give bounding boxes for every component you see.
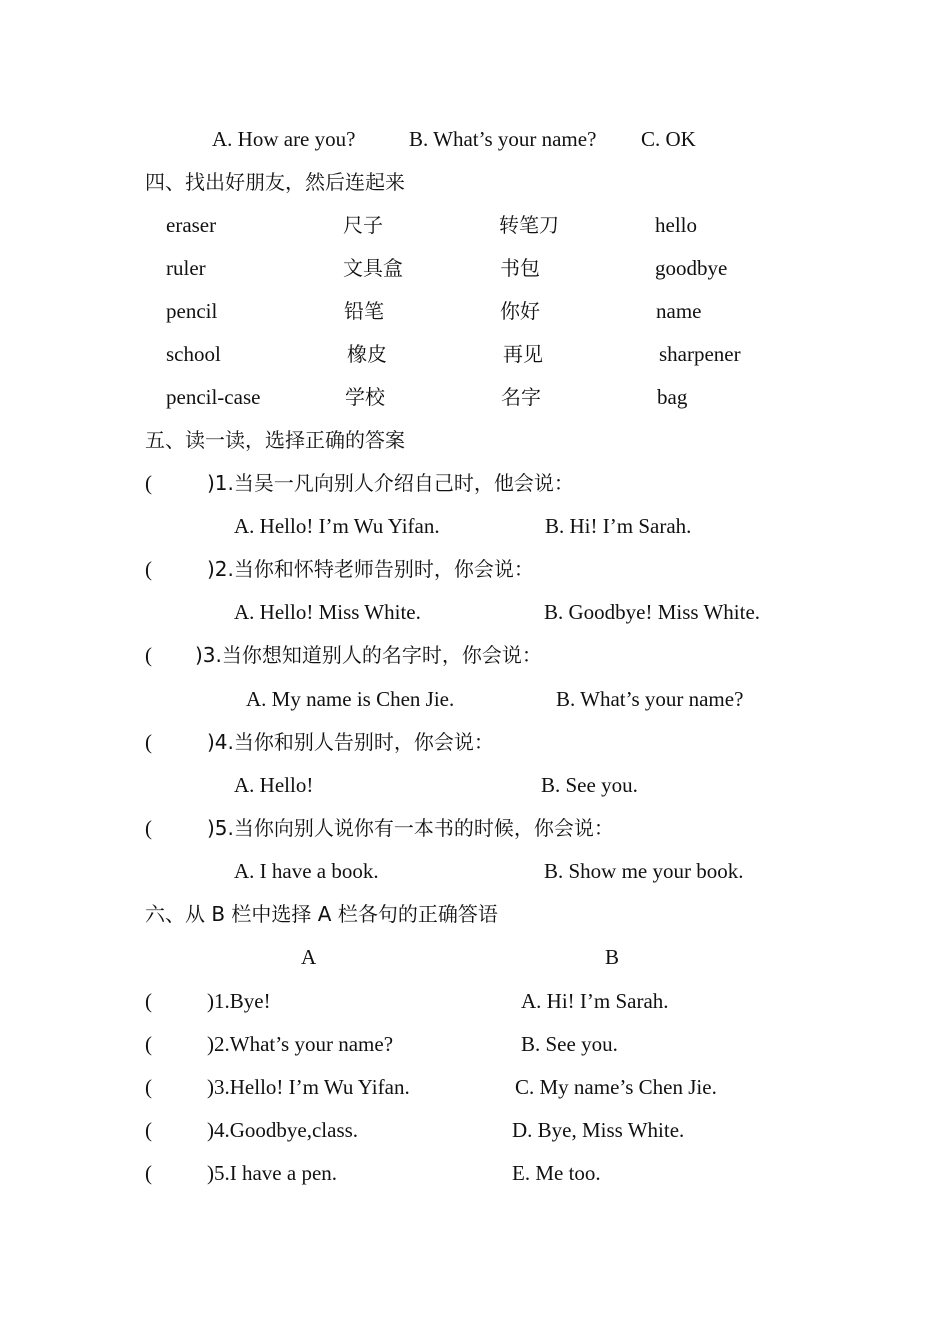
question-text: )5.当你向别人说你有一本书的时候，你会说： [207, 816, 614, 840]
word-en: school [166, 342, 221, 366]
answer-paren: ( [145, 471, 152, 495]
option-c: C. OK [641, 127, 696, 151]
answer-paren: ( [145, 557, 152, 581]
word-en: pencil [166, 299, 218, 323]
column-a-header: A [301, 945, 317, 969]
word-en: pencil-case [166, 385, 261, 409]
choice-a: A. My name is Chen Jie. [246, 687, 455, 711]
word-en: ruler [166, 256, 206, 280]
column-b-item: A. Hi! I’m Sarah. [521, 989, 669, 1013]
column-b-header: B [605, 945, 620, 969]
choice-b: B. See you. [541, 773, 638, 797]
choice-a: A. Hello! I’m Wu Yifan. [234, 514, 440, 538]
choice-b: B. Goodbye! Miss White. [544, 600, 761, 624]
section4-title: 四、找出好朋友，然后连起来 [145, 170, 405, 194]
word-cn: 转笔刀 [499, 213, 559, 237]
section5-title: 五、读一读，选择正确的答案 [145, 428, 405, 452]
column-a-item: )4.Goodbye,class. [207, 1118, 359, 1142]
word-en: bag [657, 385, 688, 409]
word-cn: 文具盒 [343, 256, 403, 280]
answer-paren: ( [145, 816, 152, 840]
word-cn: 学校 [345, 385, 385, 409]
word-en: sharpener [659, 342, 741, 366]
section6-title: 六、从 B 栏中选择 A 栏各句的正确答语 [145, 902, 498, 926]
word-en: goodbye [655, 256, 728, 280]
question-text: )1.当吴一凡向别人介绍自己时，他会说： [207, 471, 574, 495]
column-a-item: )1.Bye! [207, 989, 271, 1013]
column-b-item: C. My name’s Chen Jie. [515, 1075, 717, 1099]
column-b-item: D. Bye, Miss White. [512, 1118, 685, 1142]
question-text: )4.当你和别人告别时，你会说： [207, 730, 494, 754]
question-text: )3.当你想知道别人的名字时，你会说： [195, 643, 542, 667]
choice-b: B. Show me your book. [544, 859, 744, 883]
choice-b: B. What’s your name? [556, 687, 744, 711]
column-a-item: )3.Hello! I’m Wu Yifan. [207, 1075, 410, 1099]
choice-a: A. Hello! Miss White. [234, 600, 421, 624]
option-a: A. How are you? [212, 127, 356, 151]
word-en: hello [655, 213, 697, 237]
answer-paren: ( [145, 1118, 152, 1142]
word-en: eraser [166, 213, 217, 237]
answer-paren: ( [145, 1032, 152, 1056]
word-cn: 你好 [500, 299, 540, 323]
answer-paren: ( [145, 1075, 152, 1099]
answer-paren: ( [145, 730, 152, 754]
choice-a: A. I have a book. [234, 859, 379, 883]
question-text: )2.当你和怀特老师告别时，你会说： [207, 557, 534, 581]
word-en: name [656, 299, 702, 323]
word-cn: 书包 [500, 256, 540, 280]
word-cn: 尺子 [343, 213, 383, 237]
answer-paren: ( [145, 643, 152, 667]
column-a-item: )2.What’s your name? [207, 1032, 394, 1056]
choice-a: A. Hello! [234, 773, 314, 797]
word-cn: 铅笔 [344, 299, 384, 323]
answer-paren: ( [145, 989, 152, 1013]
word-cn: 再见 [503, 342, 543, 366]
word-cn: 名字 [501, 385, 541, 409]
answer-paren: ( [145, 1161, 152, 1185]
choice-b: B. Hi! I’m Sarah. [545, 514, 692, 538]
column-a-item: )5.I have a pen. [207, 1161, 338, 1185]
word-cn: 橡皮 [347, 342, 387, 366]
column-b-item: B. See you. [521, 1032, 618, 1056]
option-b: B. What’s your name? [409, 127, 597, 151]
column-b-item: E. Me too. [512, 1161, 601, 1185]
